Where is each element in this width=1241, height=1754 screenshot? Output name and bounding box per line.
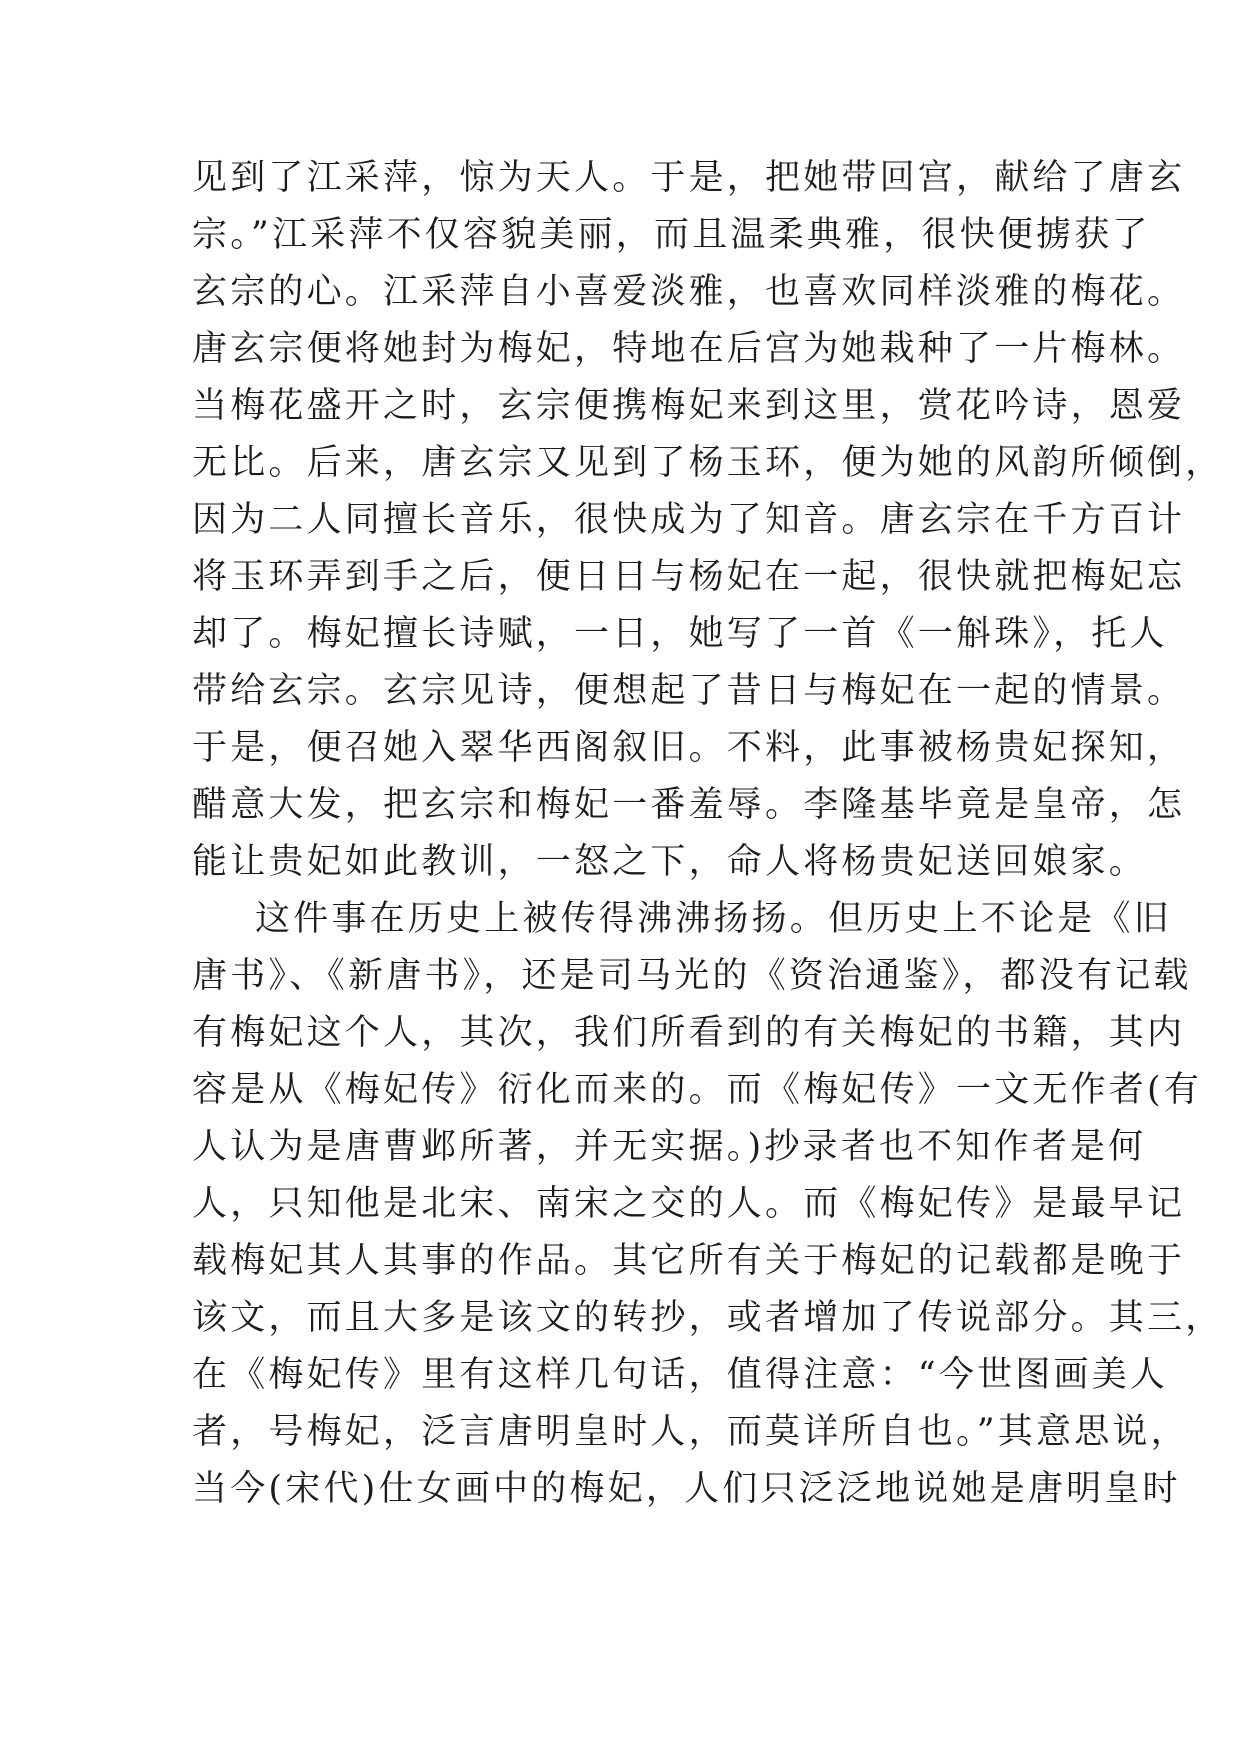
text-line: 带给玄宗。玄宗见诗，便想起了昔日与梅妃在一起的情景。 bbox=[192, 671, 1186, 711]
text-line: 唐书》、《新唐书》，还是司马光的《资治通鉴》，都没有记载 bbox=[192, 956, 1192, 996]
text-line: 却了。梅妃擅长诗赋，一日，她写了一首《一斛珠》，托人 bbox=[192, 614, 1168, 654]
text-line: 于是，便召她入翠华西阁叙旧。不料，此事被杨贵妃探知， bbox=[192, 728, 1186, 768]
text-line: 人，只知他是北宋、南宋之交的人。而《梅妃传》是最早记 bbox=[192, 1184, 1186, 1224]
text-line: 无比。后来，唐玄宗又见到了杨玉环，便为她的风韵所倾倒， bbox=[192, 443, 1224, 483]
text-line: 见到了江采萍，惊为天人。于是，把她带回宫，献给了唐玄 bbox=[192, 158, 1186, 198]
text-line: 将玉环弄到手之后，便日日与杨妃在一起，很快就把梅妃忘 bbox=[192, 557, 1186, 597]
text-line: 容是从《梅妃传》衍化而来的。而《梅妃传》一文无作者(有 bbox=[192, 1070, 1203, 1110]
text-line: 人认为是唐曹邺所著，并无实据。)抄录者也不知作者是何 bbox=[192, 1127, 1147, 1167]
text-line: 载梅妃其人其事的作品。其它所有关于梅妃的记载都是晚于 bbox=[192, 1241, 1186, 1281]
text-line: 能让贵妃如此教训，一怒之下，命人将杨贵妃送回娘家。 bbox=[192, 842, 1148, 882]
text-line: 者，号梅妃，泛言唐明皇时人，而莫详所自也。”其意思说， bbox=[192, 1412, 1189, 1452]
document-body bbox=[192, 150, 1224, 1518]
paragraph-first-line: 这件事在历史上被传得沸沸扬扬。但历史上不论是《旧 bbox=[255, 899, 1172, 939]
text-line: 因为二人同擅长音乐，很快成为了知音。唐玄宗在千方百计 bbox=[192, 500, 1186, 540]
text-line: 宗。”江采萍不仅容貌美丽，而且温柔典雅，很快便掳获了 bbox=[192, 215, 1151, 255]
text-line: 当梅花盛开之时，玄宗便携梅妃来到这里，赏花吟诗，恩爱 bbox=[192, 386, 1186, 426]
text-line: 在《梅妃传》里有这样几句话，值得注意：“今世图画美人 bbox=[192, 1355, 1169, 1395]
text-line: 玄宗的心。江采萍自小喜爱淡雅，也喜欢同样淡雅的梅花。 bbox=[192, 272, 1186, 312]
text-line: 当今(宋代)仕女画中的梅妃，人们只泛泛地说她是唐明皇时 bbox=[192, 1469, 1181, 1509]
text-line: 该文，而且大多是该文的转抄，或者增加了传说部分。其三， bbox=[192, 1298, 1224, 1338]
text-line: 醋意大发，把玄宗和梅妃一番羞辱。李隆基毕竟是皇帝，怎 bbox=[192, 785, 1186, 825]
text-line: 唐玄宗便将她封为梅妃，特地在后宫为她栽种了一片梅林。 bbox=[192, 329, 1186, 369]
text-line: 有梅妃这个人，其次，我们所看到的有关梅妃的书籍，其内 bbox=[192, 1013, 1186, 1053]
